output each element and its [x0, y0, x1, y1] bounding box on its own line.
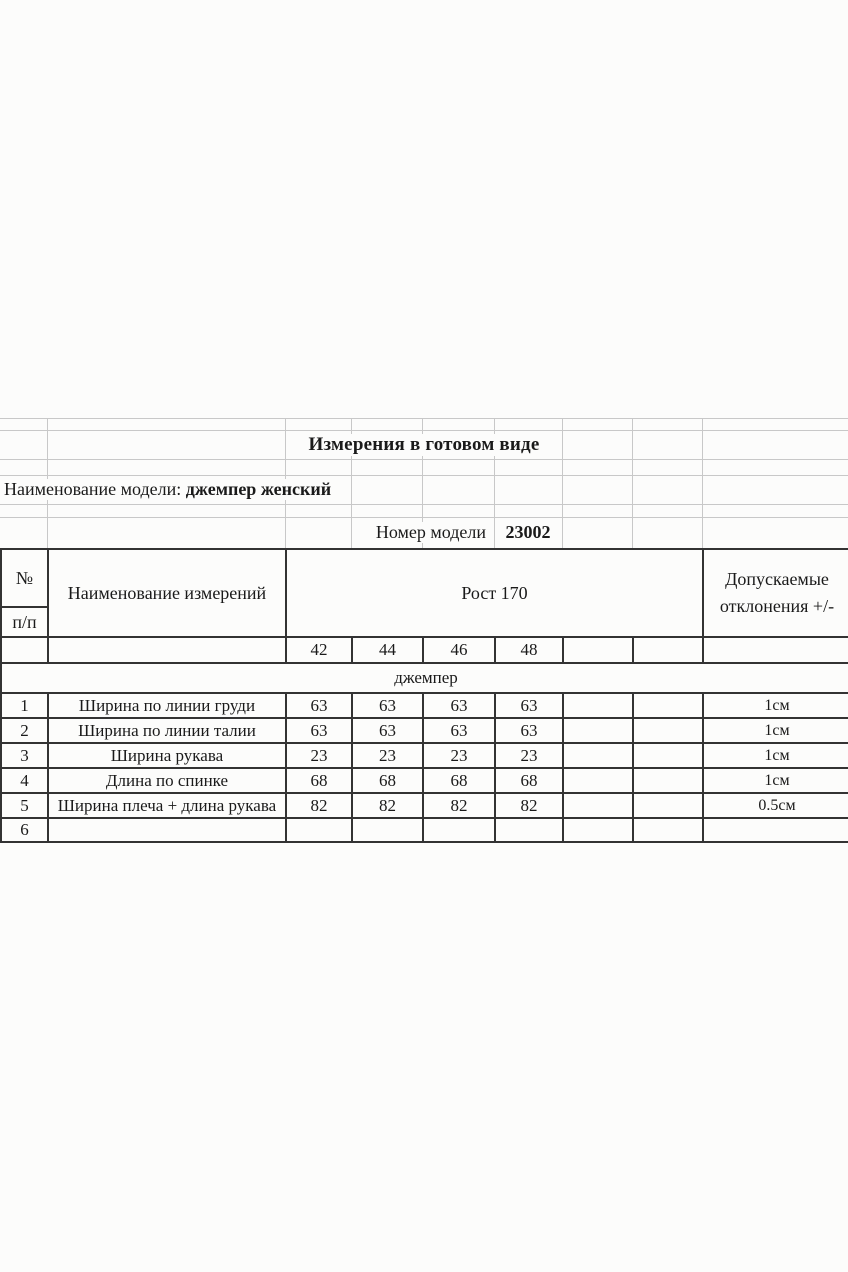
value-cell: 63	[353, 719, 424, 744]
empty-cell	[634, 719, 704, 744]
value-cell: 68	[424, 769, 496, 794]
value-cell: 63	[353, 694, 424, 719]
header-cell-rost: Рост 170	[287, 550, 704, 638]
measurement-name-cell	[49, 819, 287, 843]
size-cell: 44	[353, 638, 424, 664]
model-number-label: Номер модели	[372, 522, 490, 543]
gridline-h	[0, 459, 848, 460]
empty-cell	[564, 819, 634, 843]
value-cell: 23	[424, 744, 496, 769]
value-cell: 23	[287, 744, 353, 769]
empty-cell	[634, 694, 704, 719]
value-cell: 23	[496, 744, 564, 769]
size-cell: 46	[424, 638, 496, 664]
empty-cell	[564, 794, 634, 819]
value-cell: 63	[496, 694, 564, 719]
size-cell: 48	[496, 638, 564, 664]
empty-cell	[634, 794, 704, 819]
measurement-name-cell: Ширина рукава	[49, 744, 287, 769]
value-cell: 82	[287, 794, 353, 819]
row-number-cell: 6	[2, 819, 49, 843]
empty-cell	[634, 769, 704, 794]
empty-cell	[634, 819, 704, 843]
gridline-h	[0, 418, 848, 419]
section-title-cell: джемпер	[2, 664, 848, 694]
empty-cell	[634, 744, 704, 769]
model-number-value-cell	[494, 517, 562, 548]
tolerance-cell: 1см	[704, 694, 848, 719]
tolerance-cell	[704, 819, 848, 843]
tolerance-cell: 1см	[704, 769, 848, 794]
row-number-cell: 3	[2, 744, 49, 769]
value-cell: 82	[353, 794, 424, 819]
sizes-row-empty-cell	[564, 638, 634, 664]
model-number-value: 23002	[503, 522, 554, 543]
sizes-row-empty-cell	[2, 638, 49, 664]
value-cell	[287, 819, 353, 843]
tolerance-cell: 1см	[704, 744, 848, 769]
header-cell-no	[2, 550, 49, 638]
value-cell: 63	[496, 719, 564, 744]
pp-label: п/п	[12, 611, 37, 632]
header-cell-tolerance: Допускаемые отклонения +/-	[704, 550, 848, 638]
value-cell: 82	[496, 794, 564, 819]
value-cell: 63	[424, 719, 496, 744]
empty-cell	[564, 769, 634, 794]
value-cell: 63	[287, 719, 353, 744]
row-number-cell: 2	[2, 719, 49, 744]
value-cell: 23	[353, 744, 424, 769]
empty-cell	[564, 694, 634, 719]
value-cell: 68	[496, 769, 564, 794]
value-cell: 82	[424, 794, 496, 819]
value-cell: 63	[287, 694, 353, 719]
sheet-title-row	[0, 430, 848, 459]
row-number-cell: 1	[2, 694, 49, 719]
no-label: №	[2, 550, 47, 608]
sheet-title: Измерения в готовом виде	[299, 434, 550, 456]
empty-cell	[564, 719, 634, 744]
measurement-name-cell: Ширина по линии талии	[49, 719, 287, 744]
gridline-h	[0, 504, 848, 505]
model-name-label: Наименование модели:	[4, 479, 186, 499]
row-number-cell: 5	[2, 794, 49, 819]
sizes-row-empty-cell	[704, 638, 848, 664]
tolerance-cell: 1см	[704, 719, 848, 744]
value-cell: 68	[287, 769, 353, 794]
value-cell	[353, 819, 424, 843]
sizes-row-empty-cell	[634, 638, 704, 664]
measurement-name-cell: Ширина по линии груди	[49, 694, 287, 719]
measurement-name-cell: Длина по спинке	[49, 769, 287, 794]
value-cell	[424, 819, 496, 843]
row-number-cell: 4	[2, 769, 49, 794]
model-name-row	[0, 475, 339, 504]
sizes-row-empty-cell	[49, 638, 287, 664]
measurement-name-cell: Ширина плеча + длина рукава	[49, 794, 287, 819]
value-cell: 63	[424, 694, 496, 719]
header-cell-name: Наименование измерений	[49, 550, 287, 638]
model-number-label-cell	[0, 517, 490, 548]
value-cell: 68	[353, 769, 424, 794]
empty-cell	[564, 744, 634, 769]
tolerance-cell: 0.5см	[704, 794, 848, 819]
size-cell: 42	[287, 638, 353, 664]
model-name-line	[0, 479, 339, 500]
value-cell	[496, 819, 564, 843]
measurements-table	[0, 548, 848, 843]
model-name-value: джемпер женский	[185, 479, 332, 499]
